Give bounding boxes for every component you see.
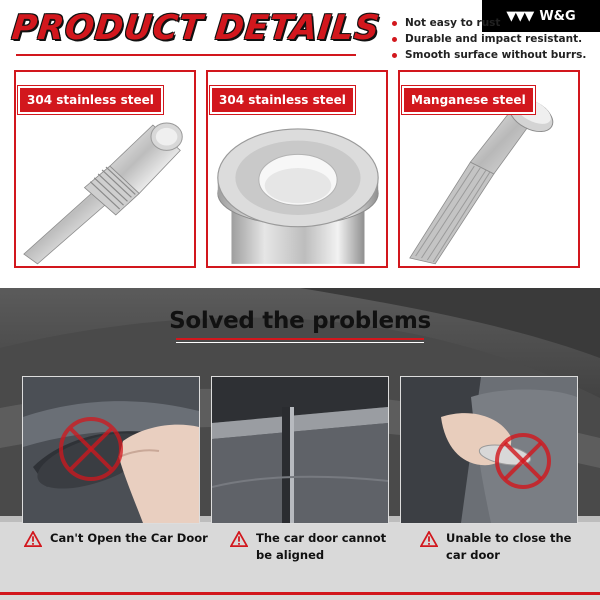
- feature-bullet-text: Smooth surface without burrs.: [405, 49, 587, 61]
- feature-bullet: [392, 16, 592, 30]
- bullet-dot-icon: [392, 53, 397, 58]
- material-tag: Manganese steel: [402, 86, 535, 114]
- material-card-knurled-pin: [398, 70, 580, 268]
- problem-caption: [420, 530, 571, 564]
- material-card-splined-pin: [14, 70, 196, 268]
- brand-mark-icon: ▼▼▼: [506, 8, 534, 24]
- car-door-handle-image: [23, 377, 199, 523]
- problem-photo-door-handle: [22, 376, 200, 524]
- bullet-dot-icon: [392, 37, 397, 42]
- feature-bullet: [392, 32, 592, 46]
- problem-caption: [24, 530, 208, 547]
- car-door-close-image: [401, 377, 577, 523]
- section-underline-highlight: [176, 342, 424, 343]
- bullet-dot-icon: [392, 21, 397, 26]
- warning-triangle-icon: [420, 531, 438, 547]
- feature-bullet: [392, 48, 592, 62]
- bottom-accent-line: [0, 592, 600, 595]
- problem-photo-door-gap: [211, 376, 389, 524]
- section-underline: [176, 338, 424, 340]
- material-tag: 304 stainless steel: [18, 86, 163, 114]
- section-title: Solved the problems: [169, 308, 431, 334]
- warning-triangle-icon: [230, 531, 248, 547]
- problem-caption-text: Can't Open the Car Door: [50, 531, 208, 545]
- feature-bullet-text: Not easy to rust: [405, 17, 501, 29]
- problem-photo-door-close: [400, 376, 578, 524]
- page-title: PRODUCT DETAILS: [9, 8, 383, 48]
- feature-bullet-text: Durable and impact resistant.: [405, 33, 583, 45]
- material-card-flanged-bushing: [206, 70, 388, 268]
- car-door-gap-image: [212, 377, 388, 523]
- warning-triangle-icon: [24, 531, 42, 547]
- feature-bullets: [392, 16, 592, 64]
- problem-caption-text: The car door cannot be aligned: [256, 531, 387, 562]
- problem-caption-text: Unable to close the car door: [446, 531, 572, 562]
- problems-section: [0, 288, 600, 600]
- title-underline: [16, 54, 356, 56]
- brand-name: W&G: [539, 8, 576, 24]
- material-tag: 304 stainless steel: [210, 86, 355, 114]
- problem-caption: [230, 530, 386, 564]
